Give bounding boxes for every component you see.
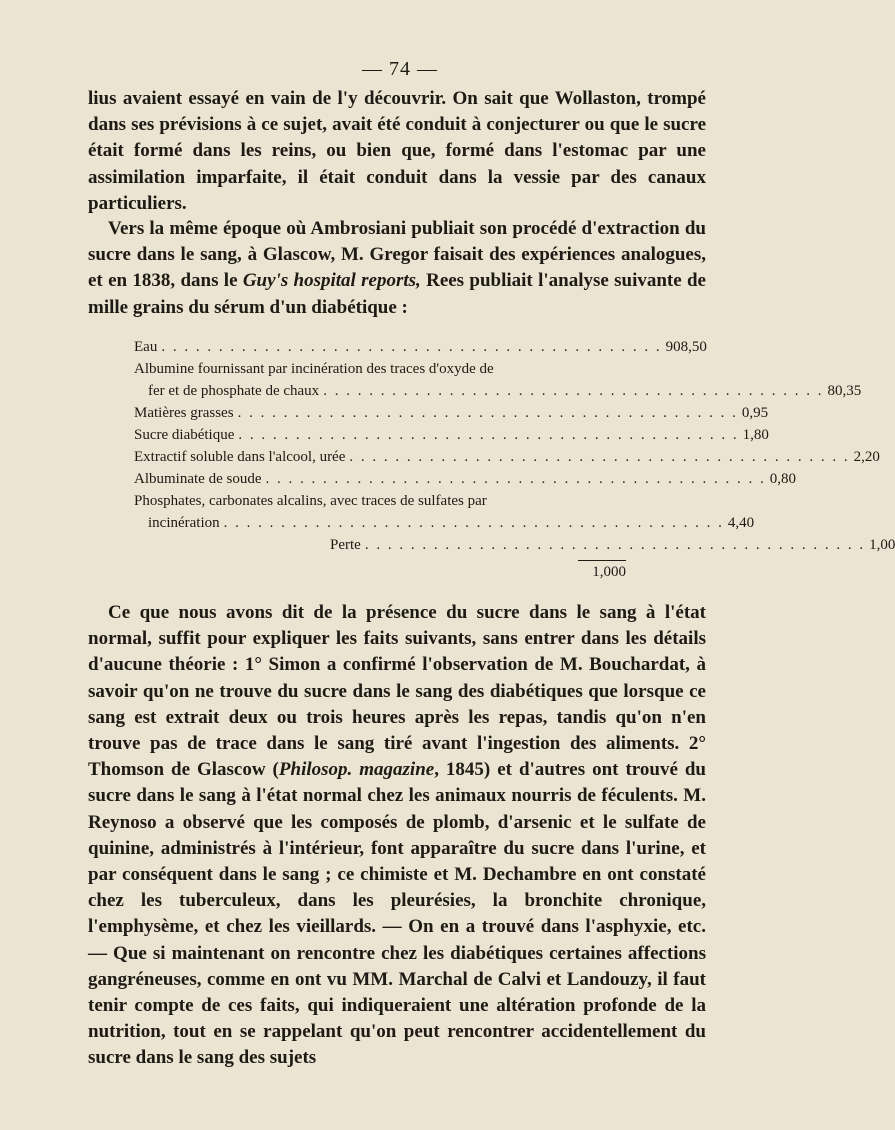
- leader-dots: . . . . . . . . . . . . . . . . . . . . . . . . . . . . . . . . . . . . . . . . . . . .: [323, 383, 824, 399]
- row-value: 0,95: [741, 405, 769, 421]
- paragraph-1-text: lius avaient essayé en vain de l'y découvrir. On sait que Wollaston, trompé dans ses prévisions à ce sujet, avait été conduit à conjecturer ou que le sucre était formé dans les reins, ou bien que, formé dans l'estomac par une assimilation imparfaite, il était conduit dans la vessie par des canaux particuliers.: [88, 88, 706, 214]
- table-row: [134, 512, 755, 534]
- row-value: 4,40: [727, 515, 755, 531]
- row-label: Albuminate de soude: [134, 471, 262, 487]
- analysis-table: [134, 336, 895, 556]
- leader-dots: . . . . . . . . . . . . . . . . . . . . . . . . . . . . . . . . . . . . . . . . . . . .: [161, 339, 662, 355]
- row-label: Phosphates, carbonates alcalins, avec traces de sulfates par: [134, 493, 487, 509]
- paragraph-2-before: Vers la même époque où Ambrosiani publiait son procédé d'extraction du sucre dans le sang, à Glascow, M. Gregor faisait des expériences analogues, et en 1838, dans le: [88, 218, 706, 292]
- paragraph-2-citation: Guy's hospital reports,: [242, 270, 421, 292]
- table-row: [134, 380, 862, 402]
- table-row: [134, 424, 769, 446]
- table-row: [134, 490, 628, 512]
- leader-dots: . . . . . . . . . . . . . . . . . . . . . . . . . . . . . . . . . . . . . . . . . . . .: [349, 449, 850, 465]
- paragraph-2-text: [88, 216, 706, 321]
- row-value: 0,80: [769, 471, 796, 487]
- table-row: [134, 534, 895, 556]
- paragraph-3-part1: Ce que nous avons dit de la présence du sucre dans le sang à l'état normal, suffit pour expliquer les faits suivants, sans entrer dans les détails d'aucune théorie : 1° Simon a confirmé l'observation de M. Bouchardat, à savoir qu'on ne trouve du sucre dans le sang des diabétiques que lorsque ce sang est extrait deux ou trois heures après les repas, tandis qu'on n'en trouve pas de trace dans le sang tiré avant l'ingestion des aliments. 2° Thomson de Glascow (: [88, 602, 706, 781]
- row-label: Sucre diabétique: [134, 427, 235, 443]
- table-row: [134, 402, 769, 424]
- leader-dots: . . . . . . . . . . . . . . . . . . . . . . . . . . . . . . . . . . . . . . . . . . . .: [265, 471, 766, 487]
- paragraph-3-part2: , 1845) et d'autres ont trouvé du sucre dans le sang à l'état normal chez les animaux nourris de féculents. M. Reynoso a observé que les composés de plomb, d'arsenic et le sulfate de quinine, administrés à l'intérieur, font apparaître du sucre dans l'urine, et par conséquent dans le sang ; ce chimiste et M. Dechambre en ont constaté chez les tuberculeux, dans les pleurésies, la bronchite chronique, l'emphysème, et chez les vieillards. — On en a trouvé dans l'asphyxie, etc. — Que si maintenant on rencontre chez les diabétiques certaines affections gangréneuses, comme en ont vu MM. Marchal de Calvi et Landouzy, il faut tenir compte de ces faits, qui indiqueraient une altération profonde de la nutrition, tout en se rappelant qu'on peut rencontrer accidentellement du sucre dans le sang des sujets: [88, 759, 706, 1069]
- row-label: Extractif soluble dans l'alcool, urée: [134, 449, 346, 465]
- page-number: — 74 —: [362, 58, 438, 80]
- row-value: 80,35: [827, 383, 862, 399]
- paragraph-2-after: Rees publiait l'analyse suivante de mille grains du sérum d'un diabétique :: [88, 270, 706, 318]
- table-total: 1,000: [592, 564, 626, 580]
- leader-dots: . . . . . . . . . . . . . . . . . . . . . . . . . . . . . . . . . . . . . . . . . . . .: [364, 537, 866, 553]
- row-label: fer et de phosphate de chaux: [148, 383, 320, 399]
- row-label: Eau: [134, 339, 158, 355]
- row-label: Perte: [330, 537, 361, 553]
- table-row: [134, 358, 628, 380]
- total-rule: [578, 560, 626, 561]
- row-label: Albumine fournissant par incinération des traces d'oxyde de: [134, 361, 494, 377]
- paragraph-1: [88, 86, 706, 217]
- row-label: incinération: [148, 515, 220, 531]
- paragraph-3: [88, 600, 706, 1072]
- leader-dots: . . . . . . . . . . . . . . . . . . . . . . . . . . . . . . . . . . . . . . . . . . . .: [237, 405, 738, 421]
- row-value: 2,20: [853, 449, 880, 465]
- row-value: 908,50: [665, 339, 707, 355]
- table-row: [134, 336, 707, 358]
- paragraph-2: [88, 216, 706, 321]
- paragraph-3-citation: Philosop. magazine: [278, 759, 435, 781]
- row-value: 1,80: [742, 427, 769, 443]
- paragraph-3-text: [88, 600, 706, 1072]
- leader-dots: . . . . . . . . . . . . . . . . . . . . . . . . . . . . . . . . . . . . . . . . . . . .: [223, 515, 724, 531]
- row-value: 1,00: [869, 537, 895, 553]
- row-label: Matières grasses: [134, 405, 234, 421]
- table-row: [134, 468, 796, 490]
- leader-dots: . . . . . . . . . . . . . . . . . . . . . . . . . . . . . . . . . . . . . . . . . . . .: [238, 427, 739, 443]
- table-row: [134, 446, 880, 468]
